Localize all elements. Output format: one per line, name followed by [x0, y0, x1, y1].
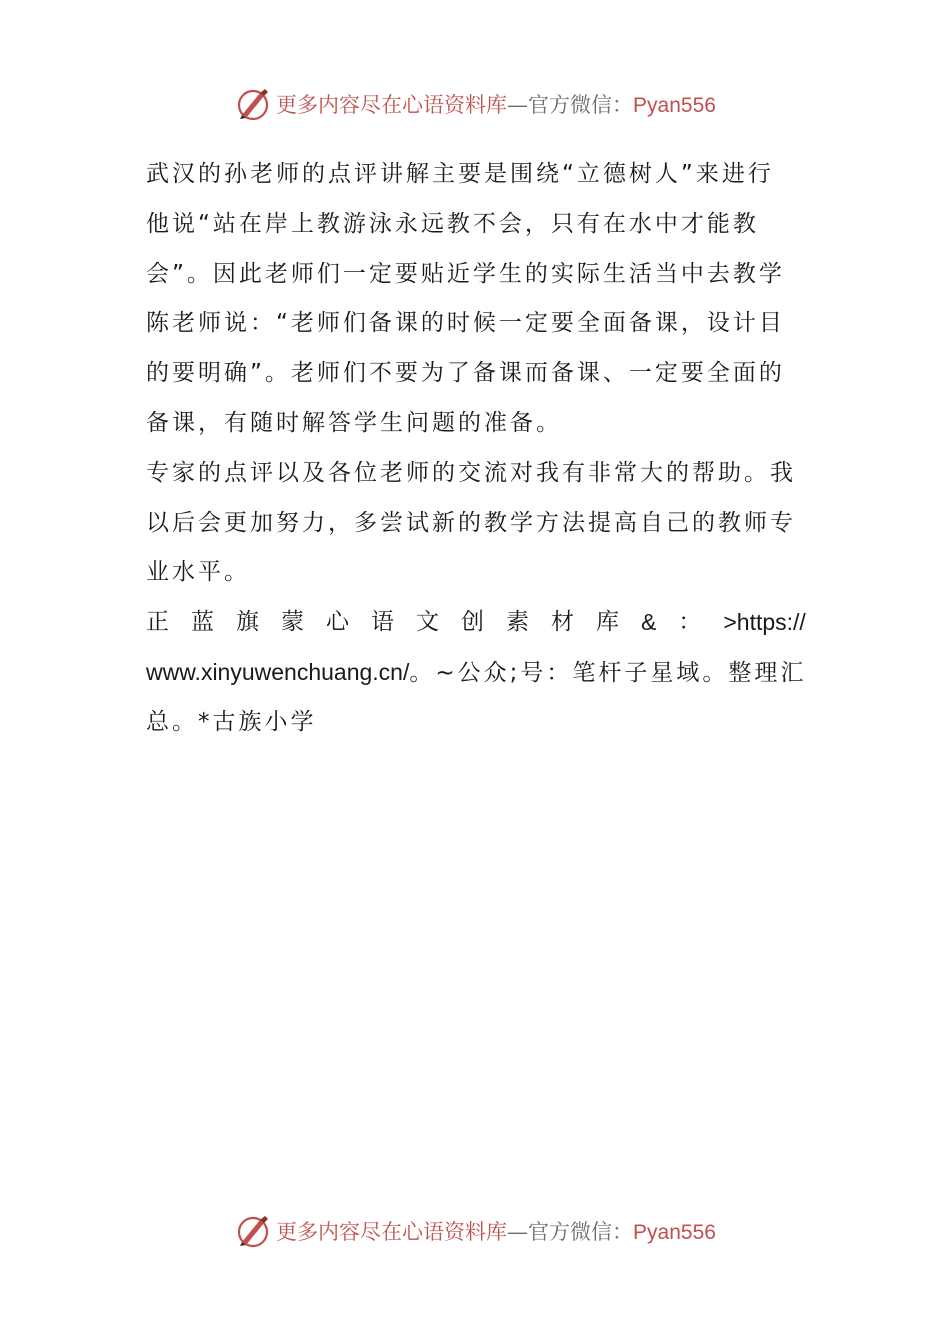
footer-banner — [0, 1211, 950, 1251]
spaced-char: 正 — [146, 609, 169, 636]
body-line: 业水平。 — [146, 559, 250, 586]
body-line: 陈老师说：“老师们备课的时候一定要全面备课，设计目 — [146, 310, 785, 337]
spaced-char: 旗 — [236, 609, 259, 636]
spaced-char: 材 — [551, 609, 574, 636]
body-line: 武汉的孙老师的点评讲解主要是围绕“立德树人”来进行 — [146, 161, 774, 187]
body-line: 他说“站在岸上教游泳永远教不会，只有在水中才能教 — [146, 210, 759, 237]
header-dash: — — [507, 93, 529, 117]
footer-code: Pyan556 — [633, 1221, 716, 1244]
body-line: 的要明确”。老师们不要为了备课而备课、一定要全面的 — [146, 360, 785, 387]
document-body — [146, 150, 806, 748]
url-line-rest: 。~公众;号：笔杆子星域。整理汇 — [409, 659, 806, 686]
spaced-char: 蒙 — [281, 609, 304, 636]
site-url: www.xinyuwenchuang.cn/ — [146, 658, 410, 685]
spaced-source-line — [146, 598, 806, 648]
pen-logo-icon — [234, 85, 272, 123]
body-line: 专家的点评以及各位老师的交流对我有非常大的帮助。我 — [146, 459, 796, 486]
spaced-char: 素 — [506, 609, 529, 636]
spaced-char: ： — [678, 609, 702, 636]
url-line — [146, 648, 806, 698]
body-line: 备课，有随时解答学生问题的准备。 — [146, 409, 562, 436]
spaced-char: 创 — [461, 609, 484, 636]
pen-logo-icon — [234, 1212, 272, 1250]
footer-sub: 官方微信： — [528, 1220, 634, 1244]
spaced-char: 心 — [326, 609, 349, 636]
header-sub: 官方微信： — [528, 93, 634, 117]
footer-dash: — — [507, 1220, 529, 1244]
footer-text — [276, 1216, 716, 1246]
body-line: 会”。因此老师们一定要贴近学生的实际生活当中去教学 — [146, 260, 785, 287]
header-main: 更多内容尽在心语资料库 — [276, 93, 508, 117]
header-banner — [0, 84, 950, 124]
body-line-last: 总。*古族小学 — [146, 708, 317, 735]
header-text — [276, 89, 716, 119]
footer-main: 更多内容尽在心语资料库 — [276, 1220, 508, 1244]
header-code: Pyan556 — [633, 94, 716, 117]
spaced-char: 文 — [416, 609, 439, 636]
spaced-char: 库 — [596, 609, 619, 636]
spaced-char: 蓝 — [191, 609, 214, 636]
body-line: 以后会更加努力，多尝试新的教学方法提高自己的教师专 — [146, 509, 796, 536]
spaced-char: & — [641, 609, 657, 636]
url-prefix: >https:// — [723, 609, 806, 636]
spaced-char: 语 — [371, 609, 394, 636]
